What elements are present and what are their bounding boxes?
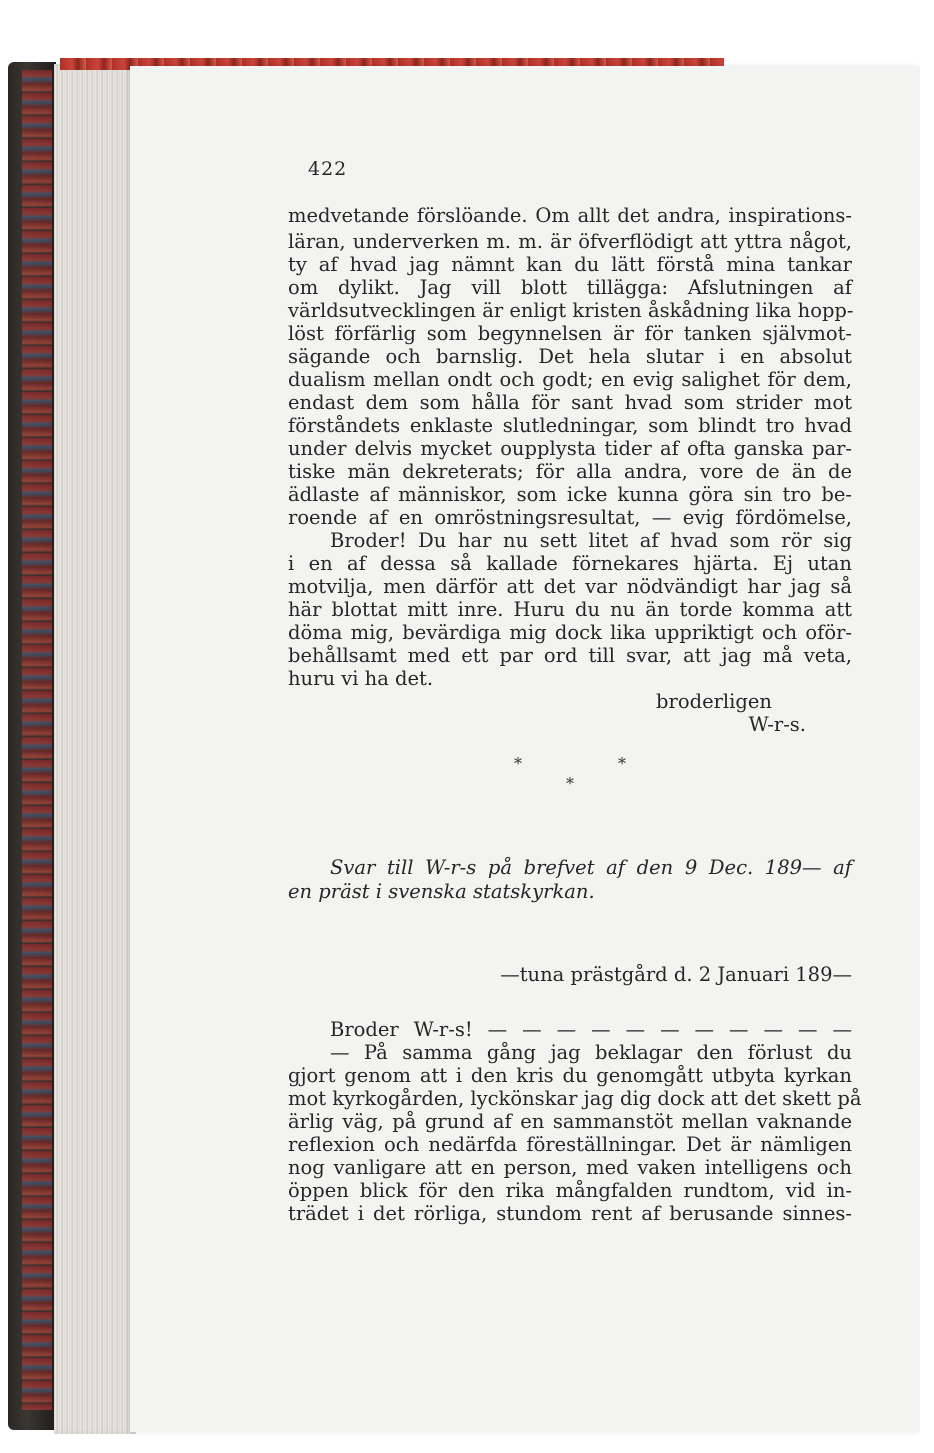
body-line: roende af en omröstningsresultat, — evig fördömelse, xyxy=(288,506,852,529)
letter-heading: en präst i svenska statskyrkan. xyxy=(288,880,595,903)
body-line: Broder! Du har nu sett litet af hvad som rör sig xyxy=(330,529,852,552)
letter-line: ärlig väg, på grund af en sammanstöt mellan vaknande xyxy=(288,1110,852,1133)
body-line: i en af dessa så kallade förnekares hjärta. Ej utan xyxy=(288,552,852,575)
body-line: läran, underverken m. m. är öfverflödigt att yttra något, xyxy=(288,230,852,253)
body-line: endast dem som hålla för sant hvad som strider mot xyxy=(288,391,852,414)
body-line: om dylikt. Jag vill blott tillägga: Afslutningen af xyxy=(288,276,852,299)
letter-heading: Svar till W-r-s på brefvet af den 9 Dec. 189— af xyxy=(330,856,852,879)
letter-line: mot kyrkogården, lyckönskar jag dig dock att det skett på xyxy=(288,1087,862,1110)
section-break-star: * xyxy=(618,754,626,773)
body-line: sägande och barnslig. Det hela slutar i en absolut xyxy=(288,345,852,368)
body-line: huru vi ha det. xyxy=(288,667,434,690)
body-line: tiske män dekreterats; för alla andra, vore de än de xyxy=(288,460,852,483)
page-number: 422 xyxy=(308,158,348,180)
letter-line: trädet i det rörliga, stundom rent af berusande sinnes- xyxy=(288,1202,852,1225)
signature: W-r-s. xyxy=(748,713,806,736)
body-line: dualism mellan ondt och godt; en evig salighet för dem, xyxy=(288,368,852,391)
letter-line: öppen blick för den rika mångfalden rundtom, vid in- xyxy=(288,1179,852,1202)
body-line: världsutvecklingen är enligt kristen åskådning lika hopp- xyxy=(288,299,854,322)
body-line: motvilja, men därför att det var nödvändigt har jag så xyxy=(288,575,852,598)
body-line: förståndets enklaste slutledningar, som blindt tro hvad xyxy=(288,414,852,437)
body-line: döma mig, bevärdiga mig dock lika uppriktigt och oför- xyxy=(288,621,852,644)
closing-text: broderligen xyxy=(656,690,772,713)
body-line: ädlaste af människor, som icke kunna göra sin tro be- xyxy=(288,483,852,506)
dateline: —tuna prästgård d. 2 Januari 189— xyxy=(500,963,852,986)
letter-line: — På samma gång jag beklagar den förlust du xyxy=(330,1041,852,1064)
body-line: under delvis mycket oupplysta tider af ofta ganska par- xyxy=(288,437,852,460)
letter-line: gjort genom att i den kris du genomgått utbyta kyrkan xyxy=(288,1064,852,1087)
section-break-star: * xyxy=(566,774,574,793)
page-stack-edges xyxy=(54,64,136,1434)
body-line: löst förfärlig som begynnelsen är för tanken självmot- xyxy=(288,322,852,345)
body-line: medvetande förslöande. Om allt det andra, inspirations- xyxy=(288,204,852,227)
letter-line: nog vanligare att en person, med vaken intelligens och xyxy=(288,1156,852,1179)
salutation: Broder W-r-s! — — — — — — — — — — — xyxy=(330,1018,852,1041)
scan-margin xyxy=(920,0,934,1453)
body-line: ty af hvad jag nämnt kan du lätt förstå mina tankar xyxy=(288,253,852,276)
section-break-star: * xyxy=(514,754,522,773)
letter-line: reflexion och nedärfda föreställningar. Det är nämligen xyxy=(288,1133,852,1156)
body-line: här blottat mitt inre. Huru du nu än torde komma att xyxy=(288,598,852,621)
body-line: behållsamt med ett par ord till svar, att jag må veta, xyxy=(288,644,852,667)
binding-edge-pattern xyxy=(22,70,52,1410)
